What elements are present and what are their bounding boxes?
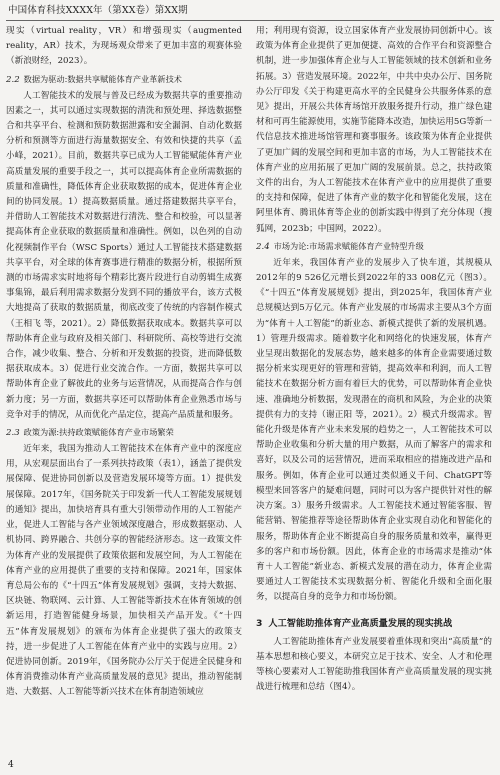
section-2-4-heading [256, 239, 492, 255]
page-number: 4 [8, 760, 14, 770]
paragraph-2-3: 近年来，我国为推动人工智能技术在体育产业中的深度应用，从宏观层面出台了一系列扶持政策（表1），涵盖了提供发展保障、促进协同创新以及营造发展环境等方面。1）提供发展保障。2017年，《国务院关于印发新一代人工智能发展规划的通知》提出，加快培育具有重大引领带动作用的人工智能产业，促进人工智能与各产业领域深度融合，形成数据驱动、人机协同、跨界融合、共创分享的智能经济形态。这一政策文件为体育产业的发展提供了政策依据和发展空间，为人工智能在体育产业的应用提供了重要的支持和保障。2021年，国家体育总局公布的《“十四五”体育发展规划》强调，支持大数据、区块链、物联网、云计算、人工智能等新技术在体育领域的创新运用，打造智能健身场景，加快相关产品开发。《“十四五”体育发展规划》的颁布为体育企业提供了强大的政策支持，进一步促进了人工智能在体育产业中的实践与应用。2）促进协同创新。2019年，《国务院办公厅关于促进全民健身和体育消费推动体育产业高质量发展的意见》提出，推动智能制造、大数据、人工智能等新兴技术在体育制造领域应 [6, 444, 242, 698]
section-2-3-title: 政策为源:扶持政策赋能体育产业市场繁荣 [23, 427, 174, 438]
section-2-2-number: 2.2 [6, 74, 20, 85]
right-column [256, 24, 492, 759]
section-3-number: 3 [256, 617, 263, 629]
section-2-4-number: 2.4 [256, 241, 270, 252]
left-column [6, 24, 242, 759]
section-3-heading [256, 616, 492, 631]
section-3-title: 人工智能助推体育产业高质量发展的现实挑战 [268, 617, 453, 629]
section-2-4-title: 市场为论:市场需求赋能体育产业特型升级 [273, 240, 424, 251]
paragraph-3: 人工智能助推体育产业发展要着重体现和突出“高质量”的基本思想和核心要义，本研究立足于技术、安全、人才和伦理等核心要素对人工智能助推我国体育产业高质量发展的现实挑战进行梳理和总结（图4）。 [256, 636, 492, 693]
paragraph-2-3-continued: 用；利用现有资源，设立国家体育产业发展协同创新中心。该政策为体育企业提供了更加便捷、高效的合作平台和资源整合机制，进一步加强体育企业与人工智能领域的技术创新和业务拓展。3）营造发展环境。2022年，中共中央办公厅、国务院办公厅印发《关于构建更高水平的全民健身公共服务体系的意见》提出，开展公共体育场馆开放服务提升行动，推广绿色建材和可再生能源使用，实施节能降本改造，加快运用5G等新一代信息技术推进场馆管理和赛事服务。该政策为体育企业提供了更加广阔的发展空间和更加丰富的市场，为人工智能技术在体育产业的应用拓展了更加广阔的发展前景。总之，扶持政策文件的出台，为人工智能技术在体育产业中的应用提供了重要的支持和保障，促进了体育产业的数字化和智能化发展，这在阿里体育、腾讯体育等企业的创新实践中得到了充分体现（搜狐网，2023b；中国网，2022）。 [256, 26, 492, 234]
paragraph-2-2: 人工智能技术的发展与普及已经成为数据共享的重要推动因素之一，其可以通过实现数据的清洗和预处理、择选数据整合和共享平台、检测和预防数据泄露和安全漏洞、自动化数据分析和预测等方面进行海量数据安全、有效和快捷的共享（孟小峰，2021）。目前，数据共享已成为人工智能赋能体育产业高质量发展的重要手段之一，其可以提高体育企业所需数据的质量和准确性，降低体育企业获取数据的成本，促进体育企业间的协同发展。1）提高数据质量。通过搭建数据共享平台，并借助人工智能技术对数据进行清洗、整合和校验，可以显著提高体育企业获取的数据质量和准确性。例如，以色列的自动化视频制作平台（WSC Sports）通过人工智能技术搭建数据共享平台，对全球的体育赛事进行精准的数据分析，根据所预测的市场需求实时地将每个精彩比赛片段进行自动剪辑生成赛事集锦，最后利用需求数据分发到不同的播放平台，该方式极大地提高了获取的数据质量，彻底改变了传统的内容制作模式（王相飞 等，2021）。2）降低数据获取成本。数据共享可以帮助体育企业与政府及相关部门、科研院所、高校等进行交流合作，减少收集、整合、分析和开发数据的投资，进而降低数据获取成本。3）促进行业交流合作。一方面，数据共享可以帮助体育企业了解彼此的业务与运营情况，从而提高合作与创新力度；另一方面，数据共享还可以帮助体育企业熟悉市场与竞争对手的情况，从而优化产品定位，提高产品质量和服务。 [6, 90, 242, 420]
paragraph-2-4: 近年来，我国体育产业的发展步入了快车道，其规模从2012年的9 526亿元增长到2022年的33 008亿元（图3）。《“十四五”体育发展规划》提出，到2025年，我国体育产业总规模达到5万亿元。体育产业发展的市场需求主要从3个方面为“体育＋人工智能”的新业态、新模式提供了新的发展机遇。1）管理升级需求。随着数字化和网络化的快速发展，体育产业呈现出数据化的发展态势，越来越多的体育企业需要通过数据分析来实现更好的管理和营销，提高效率和利润，而人工智能技术在数据分析方面有着巨大的优势，可以帮助体育企业快速、准确地分析数据，发现潜在的商机和风险，为企业的决策提供有力的支持（谢正阳 等，2021）。2）模式升级需求。智能化升级是体育产业未来发展的趋势之一，人工智能技术可以帮助企业收集和分析大量的用户数据，从而了解客户的需求和喜好，以及公司的运营情况，进而采取相应的措施改进产品和服务。例如，体育企业可以通过类似通义千问、ChatGPT等模型来回答客户的疑难问题，同时可以为客户提供针对性的解决方案。3）服务升级需求。人工智能技术通过智能客服、智能营销、智能推荐等途径帮助体育企业实现自动化和智能化的服务，帮助体育企业不断提高自身的服务质量和效率，赢得更多的客户和市场份额。因此，体育企业的市场需求是推动“体育＋人工智能”新业态、新模式发展的潜在动力，体育企业需要通过人工智能技术实现数据分析、智能化升级和全面化服务，以提高自身的竞争力和市场份额。 [256, 257, 492, 603]
section-2-3-heading [6, 425, 242, 441]
section-2-2-heading [6, 72, 242, 88]
header-rule [6, 20, 494, 21]
paragraph-intro-continued: 现实（virtual reality，VR）和增强现实（augmented reality，AR）技术，为现场观众带来了更加丰富的观赛体验（新浪财经，2023）。 [6, 26, 242, 67]
section-2-3-number: 2.3 [6, 428, 20, 439]
running-header: 中国体育科技XXXX年（第XX卷）第XX期 [8, 5, 188, 16]
section-2-2-title: 数据为驱动:数据共享赋能体育产业革新技术 [23, 73, 182, 84]
